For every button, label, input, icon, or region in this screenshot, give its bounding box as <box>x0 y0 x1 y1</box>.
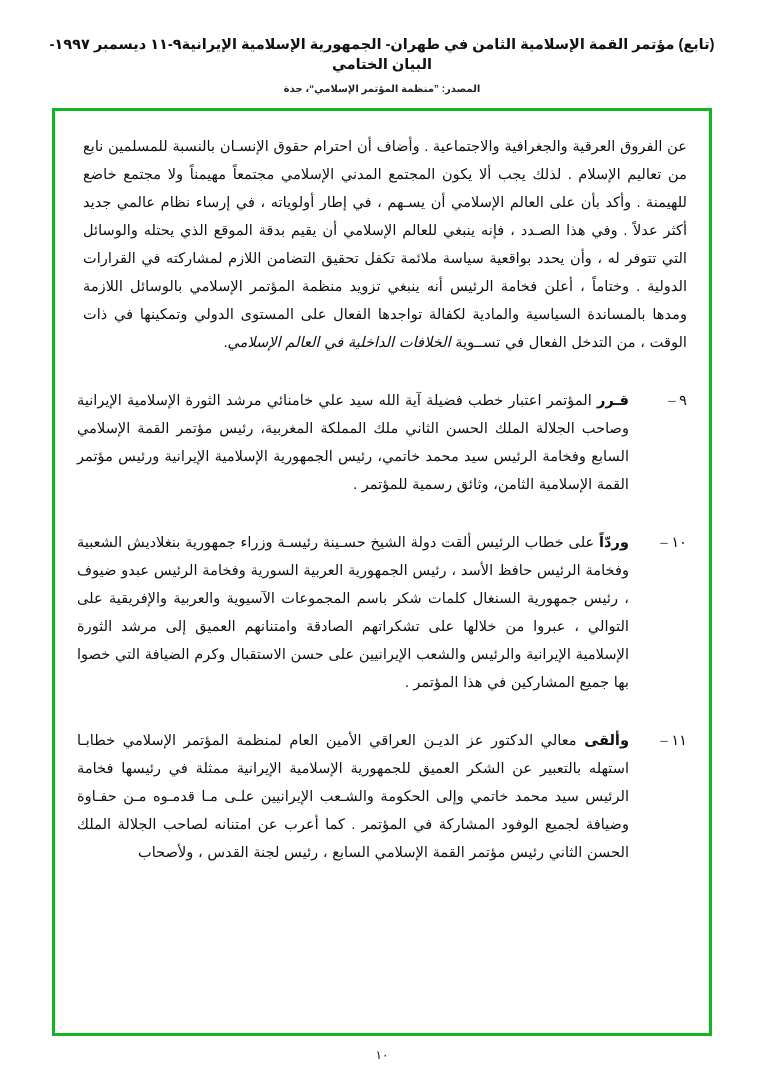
item-lead-word: وألقى <box>584 733 630 750</box>
item-lead-word: قـرر <box>596 393 629 410</box>
page-number: ١٠ <box>375 1048 389 1062</box>
item-number: ١٠ – <box>660 535 687 552</box>
item-text: المؤتمر اعتبار خطب فضيلة آية الله سيد علي خامنائي مرشد الثورة الإسلامية الإيرانية وصاحب الجلالة الملك الحسن الثاني ملك المملكة المغربية، رئيس مؤتمر القمة الإسلامي السابع وفخامة الرئيس سيد محمد خاتمي، رئيس الجمهورية الإسلامية الإيرانية ورئيس مؤتمر القمة الإسلامية الثامن، وثائق رسمية للمؤتمر . <box>77 393 629 494</box>
content-box <box>52 108 712 1036</box>
paragraph-continued-tail: من التدخل الفعال في تســوية <box>455 335 636 352</box>
page-footer <box>0 1048 764 1062</box>
paragraph-continued-period: . <box>223 335 228 352</box>
item-number: ٩ – <box>668 393 687 410</box>
header-source: المصدر: ”منظمة المؤتمر الإسلامي“، جدة <box>283 84 481 96</box>
paragraph-continued-italic: الخلافات الداخلية في العالم الإسلامي <box>227 335 451 352</box>
item-body <box>77 727 629 867</box>
item-body <box>77 387 629 499</box>
document-header <box>0 36 764 95</box>
content-inner <box>77 133 687 1023</box>
item-number: ١١ – <box>660 733 687 750</box>
numbered-item <box>77 387 687 499</box>
header-title: (تابع) مؤتمر القمة الإسلامية الثامن في طهران- الجمهورية الإسلامية الإيرانية٩-١١ ديسمبر ١٩٩٧- البيان الختامي <box>49 37 715 73</box>
item-lead-word: وردّاً <box>599 535 629 552</box>
item-text: على خطاب الرئيس ألقت دولة الشيخ حسـينة رئيسـة وزراء جمهورية بنغلاديش الشعبية وفخامة الرئيس حافظ الأسد ، رئيس الجمهورية العربية السورية وفخامة الرئيس عبدو ضيوف ، رئيس جمهورية السنغال كلمات شكر باسم المجموعات الآسيوية والعربية والإفريقية على التوالي ، عبروا من خلالها على تشكراتهم الصادقة وامتنانهم العميق إلى مرشد الثورة الإسلامية الإيرانية والرئيس والشعب الإيرانيين على حسن الاستقبال وكرم الضيافة التي خصوا بها جميع المشاركين في هذا المؤتمر . <box>77 535 629 692</box>
numbered-item <box>77 529 687 697</box>
paragraph-continued-main: عن الفروق العرقية والجغرافية والاجتماعية . وأضاف أن احترام حقوق الإنسـان بالنسبة للمسلمين نابع من تعاليم الإسلام . لذلك يجب ألا يكون المجتمع المدني الإسلامي مجتمعاً مهيمناً ولا مجتمع خاضع للهيمنة . وأكد بأن على العالم الإسلامي أن يسـهم ، في إطار أولوياته ، في إرساء نظام عالمي جديد أكثر عدلاً . وفي هذا الصـدد ، فإنه ينبغي للعالم الإسلامي أن يقيم بدقة الموقع الذي يحتله والوسائل التي تتوفر له ، وأن يحدد بواقعية سياسة ملائمة تكفل تحقيق التضامن اللازم لمشاركته في القرارات الدولية . وختاماً ، أعلن فخامة الرئيس أنه ينبغي تزويد منظمة المؤتمر الإسلامي بالوسائل اللازمة ومدها بالمساندة السياسية والمادية لكفالة تواجدها الفعال على المستوى الدولي وتمكينها في ذات الوقت ، <box>83 139 687 352</box>
item-text: معالي الدكتور عز الديـن العراقي الأمين العام لمنظمة المؤتمر الإسلامي خطابـا استهله بالتعبير عن الشكر العميق للجمهورية الإسلامية الإيرانية ممثلة في رئيسها فخامة الرئيس سيد محمد خاتمي وإلى الحكومة والشـعب الإيرانيين علـى مـا قدمـوه مـن حفـاوة وضيافة لجميع الوفود المشاركة في المؤتمر . كما أعرب عن امتنانه لصاحب الجلالة الملك الحسن الثاني رئيس مؤتمر القمة الإسلامي السابع ، رئيس لجنة القدس ، ولأصحاب <box>77 733 629 862</box>
paragraph-continued <box>77 133 687 357</box>
numbered-item <box>77 727 687 867</box>
item-body <box>77 529 629 697</box>
